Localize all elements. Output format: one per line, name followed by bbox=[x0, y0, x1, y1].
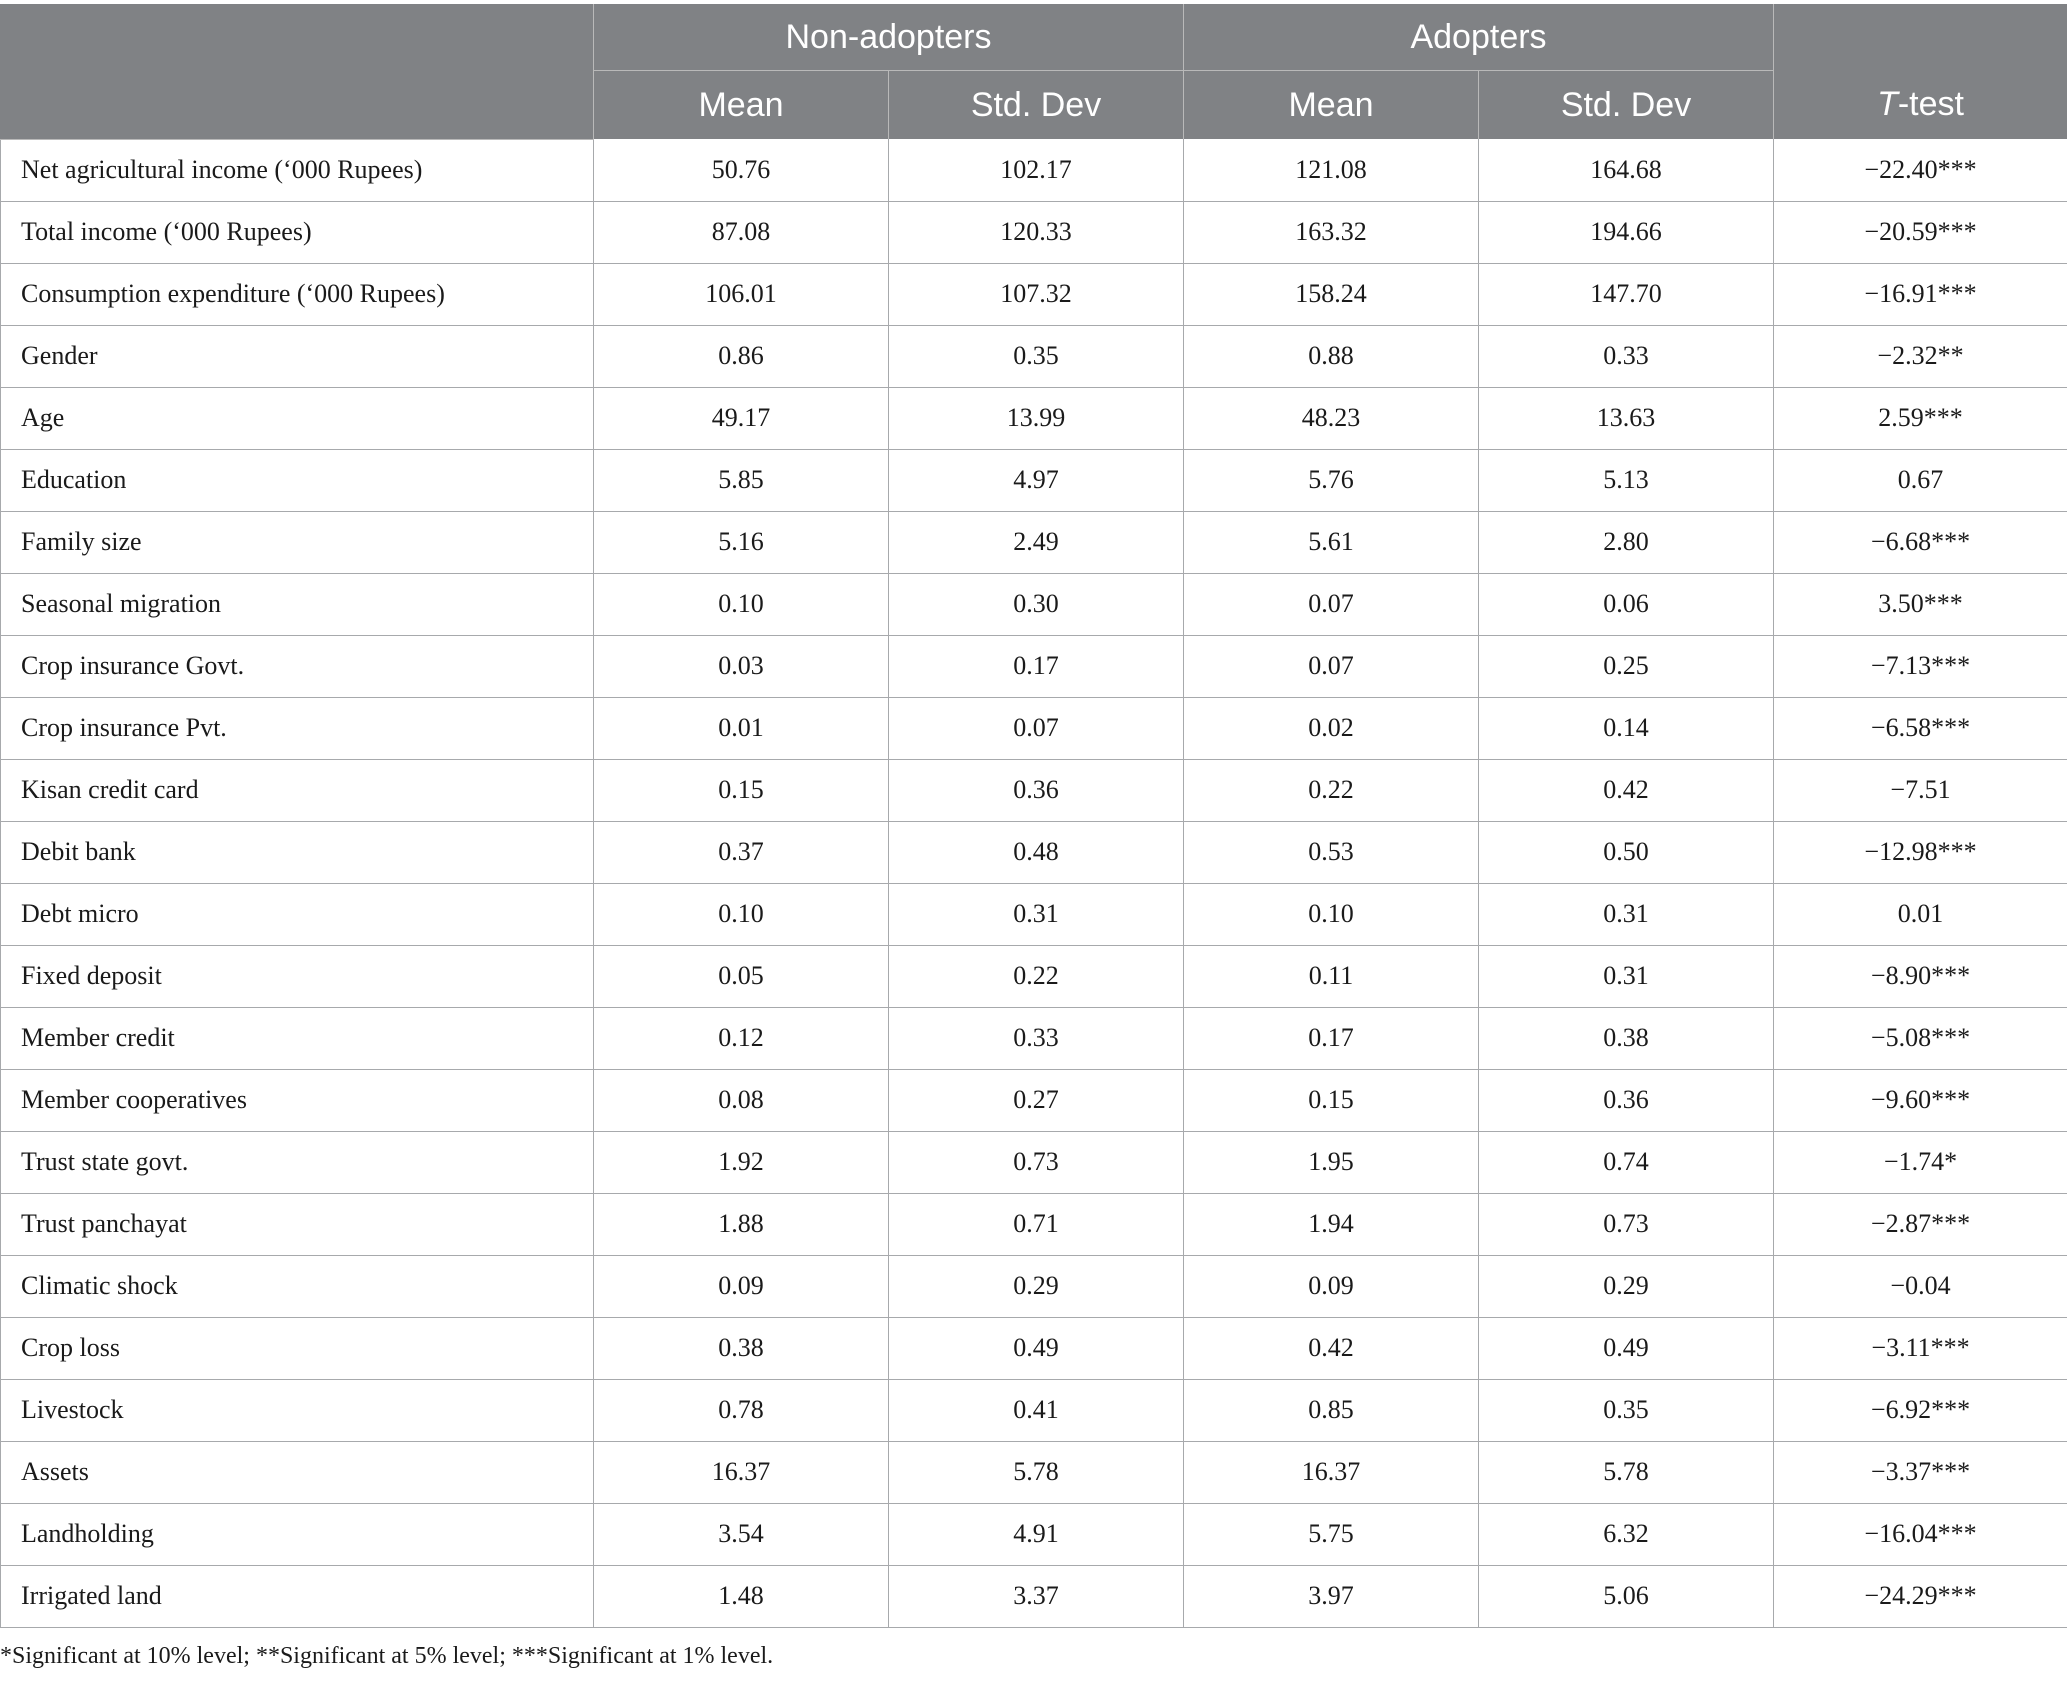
descriptive-stats-table bbox=[0, 4, 2067, 1628]
ttest-cell: −24.29*** bbox=[1774, 1565, 2067, 1627]
ttest-cell: −3.37*** bbox=[1774, 1441, 2067, 1503]
row-label: Total income (‘000 Rupees) bbox=[1, 201, 594, 263]
adopters-sd-cell: 2.80 bbox=[1479, 511, 1774, 573]
non-adopters-mean-cell: 0.38 bbox=[594, 1317, 889, 1379]
ttest-cell: −7.13*** bbox=[1774, 635, 2067, 697]
adopters-mean-cell: 5.76 bbox=[1184, 449, 1479, 511]
adopters-mean-cell: 0.42 bbox=[1184, 1317, 1479, 1379]
non-adopters-mean-cell: 106.01 bbox=[594, 263, 889, 325]
non-adopters-mean-cell: 1.48 bbox=[594, 1565, 889, 1627]
adopters-mean-cell: 0.09 bbox=[1184, 1255, 1479, 1317]
table-row bbox=[1, 697, 2067, 759]
table-container bbox=[0, 4, 2067, 1628]
header-ttest-rest: -test bbox=[1897, 85, 1964, 124]
row-label: Irrigated land bbox=[1, 1565, 594, 1627]
table-row bbox=[1, 573, 2067, 635]
adopters-sd-cell: 6.32 bbox=[1479, 1503, 1774, 1565]
non-adopters-mean-cell: 0.10 bbox=[594, 883, 889, 945]
ttest-cell: −5.08*** bbox=[1774, 1007, 2067, 1069]
row-label: Crop insurance Pvt. bbox=[1, 697, 594, 759]
adopters-sd-cell: 0.31 bbox=[1479, 945, 1774, 1007]
table-row bbox=[1, 139, 2067, 201]
adopters-mean-cell: 5.61 bbox=[1184, 511, 1479, 573]
row-label: Seasonal migration bbox=[1, 573, 594, 635]
non-adopters-mean-cell: 0.08 bbox=[594, 1069, 889, 1131]
non-adopters-sd-cell: 0.27 bbox=[889, 1069, 1184, 1131]
non-adopters-mean-cell: 50.76 bbox=[594, 139, 889, 201]
adopters-mean-cell: 0.88 bbox=[1184, 325, 1479, 387]
adopters-sd-cell: 0.31 bbox=[1479, 883, 1774, 945]
non-adopters-mean-cell: 3.54 bbox=[594, 1503, 889, 1565]
ttest-cell: 2.59*** bbox=[1774, 387, 2067, 449]
row-label: Debt micro bbox=[1, 883, 594, 945]
row-label: Net agricultural income (‘000 Rupees) bbox=[1, 139, 594, 201]
ttest-cell: 0.01 bbox=[1774, 883, 2067, 945]
adopters-mean-cell: 48.23 bbox=[1184, 387, 1479, 449]
row-label: Crop loss bbox=[1, 1317, 594, 1379]
header-adopters-sd: Std. Dev bbox=[1479, 71, 1774, 140]
table-row bbox=[1, 201, 2067, 263]
table-row bbox=[1, 635, 2067, 697]
row-label: Gender bbox=[1, 325, 594, 387]
ttest-cell: 0.67 bbox=[1774, 449, 2067, 511]
header-group-non-adopters: Non-adopters bbox=[594, 4, 1184, 71]
non-adopters-sd-cell: 13.99 bbox=[889, 387, 1184, 449]
adopters-sd-cell: 0.35 bbox=[1479, 1379, 1774, 1441]
adopters-mean-cell: 0.17 bbox=[1184, 1007, 1479, 1069]
row-label: Trust state govt. bbox=[1, 1131, 594, 1193]
non-adopters-mean-cell: 0.86 bbox=[594, 325, 889, 387]
adopters-sd-cell: 147.70 bbox=[1479, 263, 1774, 325]
adopters-sd-cell: 0.73 bbox=[1479, 1193, 1774, 1255]
adopters-mean-cell: 0.53 bbox=[1184, 821, 1479, 883]
table-row bbox=[1, 1069, 2067, 1131]
ttest-cell: −3.11*** bbox=[1774, 1317, 2067, 1379]
non-adopters-sd-cell: 2.49 bbox=[889, 511, 1184, 573]
adopters-sd-cell: 0.36 bbox=[1479, 1069, 1774, 1131]
row-label: Trust panchayat bbox=[1, 1193, 594, 1255]
adopters-mean-cell: 1.95 bbox=[1184, 1131, 1479, 1193]
non-adopters-sd-cell: 107.32 bbox=[889, 263, 1184, 325]
ttest-cell: −2.87*** bbox=[1774, 1193, 2067, 1255]
non-adopters-mean-cell: 5.85 bbox=[594, 449, 889, 511]
non-adopters-sd-cell: 0.30 bbox=[889, 573, 1184, 635]
adopters-mean-cell: 0.11 bbox=[1184, 945, 1479, 1007]
adopters-mean-cell: 5.75 bbox=[1184, 1503, 1479, 1565]
adopters-mean-cell: 0.22 bbox=[1184, 759, 1479, 821]
table-header bbox=[1, 4, 2067, 139]
table-row bbox=[1, 759, 2067, 821]
ttest-cell: −12.98*** bbox=[1774, 821, 2067, 883]
non-adopters-sd-cell: 0.71 bbox=[889, 1193, 1184, 1255]
table-row bbox=[1, 449, 2067, 511]
adopters-sd-cell: 0.33 bbox=[1479, 325, 1774, 387]
adopters-mean-cell: 0.15 bbox=[1184, 1069, 1479, 1131]
non-adopters-sd-cell: 3.37 bbox=[889, 1565, 1184, 1627]
non-adopters-sd-cell: 0.29 bbox=[889, 1255, 1184, 1317]
row-label: Landholding bbox=[1, 1503, 594, 1565]
header-ttest-italic: T bbox=[1877, 85, 1898, 124]
table-row bbox=[1, 1131, 2067, 1193]
table-row bbox=[1, 1503, 2067, 1565]
header-ttest bbox=[1774, 71, 2067, 140]
ttest-cell: −16.91*** bbox=[1774, 263, 2067, 325]
row-label: Family size bbox=[1, 511, 594, 573]
header-adopters-mean: Mean bbox=[1184, 71, 1479, 140]
adopters-sd-cell: 0.50 bbox=[1479, 821, 1774, 883]
adopters-sd-cell: 5.13 bbox=[1479, 449, 1774, 511]
table-body bbox=[1, 139, 2067, 1627]
non-adopters-mean-cell: 0.15 bbox=[594, 759, 889, 821]
row-label: Member cooperatives bbox=[1, 1069, 594, 1131]
non-adopters-mean-cell: 16.37 bbox=[594, 1441, 889, 1503]
row-label: Kisan credit card bbox=[1, 759, 594, 821]
non-adopters-mean-cell: 1.88 bbox=[594, 1193, 889, 1255]
adopters-sd-cell: 0.06 bbox=[1479, 573, 1774, 635]
non-adopters-sd-cell: 0.33 bbox=[889, 1007, 1184, 1069]
table-row bbox=[1, 1193, 2067, 1255]
adopters-sd-cell: 0.49 bbox=[1479, 1317, 1774, 1379]
non-adopters-mean-cell: 0.03 bbox=[594, 635, 889, 697]
table-row bbox=[1, 945, 2067, 1007]
adopters-sd-cell: 0.29 bbox=[1479, 1255, 1774, 1317]
header-group-adopters: Adopters bbox=[1184, 4, 1774, 71]
non-adopters-sd-cell: 0.31 bbox=[889, 883, 1184, 945]
header-non-adopters-sd: Std. Dev bbox=[889, 71, 1184, 140]
non-adopters-sd-cell: 0.49 bbox=[889, 1317, 1184, 1379]
adopters-sd-cell: 0.25 bbox=[1479, 635, 1774, 697]
row-label: Education bbox=[1, 449, 594, 511]
adopters-sd-cell: 0.42 bbox=[1479, 759, 1774, 821]
header-blank-ttest-top bbox=[1774, 4, 2067, 71]
adopters-mean-cell: 163.32 bbox=[1184, 201, 1479, 263]
non-adopters-sd-cell: 4.91 bbox=[889, 1503, 1184, 1565]
adopters-sd-cell: 164.68 bbox=[1479, 139, 1774, 201]
header-non-adopters-mean: Mean bbox=[594, 71, 889, 140]
table-row bbox=[1, 263, 2067, 325]
non-adopters-sd-cell: 0.73 bbox=[889, 1131, 1184, 1193]
adopters-mean-cell: 3.97 bbox=[1184, 1565, 1479, 1627]
row-label: Climatic shock bbox=[1, 1255, 594, 1317]
row-label: Debit bank bbox=[1, 821, 594, 883]
adopters-mean-cell: 158.24 bbox=[1184, 263, 1479, 325]
adopters-sd-cell: 0.14 bbox=[1479, 697, 1774, 759]
ttest-cell: −6.92*** bbox=[1774, 1379, 2067, 1441]
row-label: Consumption expenditure (‘000 Rupees) bbox=[1, 263, 594, 325]
adopters-mean-cell: 0.85 bbox=[1184, 1379, 1479, 1441]
ttest-cell: −22.40*** bbox=[1774, 139, 2067, 201]
non-adopters-sd-cell: 5.78 bbox=[889, 1441, 1184, 1503]
non-adopters-sd-cell: 4.97 bbox=[889, 449, 1184, 511]
non-adopters-mean-cell: 49.17 bbox=[594, 387, 889, 449]
ttest-cell: −20.59*** bbox=[1774, 201, 2067, 263]
adopters-sd-cell: 194.66 bbox=[1479, 201, 1774, 263]
adopters-sd-cell: 13.63 bbox=[1479, 387, 1774, 449]
ttest-cell: −9.60*** bbox=[1774, 1069, 2067, 1131]
header-blank-cell bbox=[1, 4, 594, 139]
adopters-sd-cell: 5.78 bbox=[1479, 1441, 1774, 1503]
adopters-sd-cell: 0.74 bbox=[1479, 1131, 1774, 1193]
non-adopters-mean-cell: 0.37 bbox=[594, 821, 889, 883]
non-adopters-sd-cell: 0.17 bbox=[889, 635, 1184, 697]
adopters-mean-cell: 0.02 bbox=[1184, 697, 1479, 759]
table-row bbox=[1, 1255, 2067, 1317]
adopters-mean-cell: 0.07 bbox=[1184, 573, 1479, 635]
table-row bbox=[1, 1441, 2067, 1503]
table-row bbox=[1, 821, 2067, 883]
adopters-mean-cell: 0.07 bbox=[1184, 635, 1479, 697]
non-adopters-mean-cell: 87.08 bbox=[594, 201, 889, 263]
row-label: Age bbox=[1, 387, 594, 449]
non-adopters-sd-cell: 102.17 bbox=[889, 139, 1184, 201]
non-adopters-sd-cell: 0.36 bbox=[889, 759, 1184, 821]
adopters-sd-cell: 0.38 bbox=[1479, 1007, 1774, 1069]
non-adopters-sd-cell: 0.35 bbox=[889, 325, 1184, 387]
table-row bbox=[1, 387, 2067, 449]
table-row bbox=[1, 1317, 2067, 1379]
ttest-cell: −8.90*** bbox=[1774, 945, 2067, 1007]
non-adopters-sd-cell: 120.33 bbox=[889, 201, 1184, 263]
non-adopters-mean-cell: 1.92 bbox=[594, 1131, 889, 1193]
table-row bbox=[1, 1565, 2067, 1627]
row-label: Member credit bbox=[1, 1007, 594, 1069]
row-label: Assets bbox=[1, 1441, 594, 1503]
row-label: Livestock bbox=[1, 1379, 594, 1441]
non-adopters-mean-cell: 5.16 bbox=[594, 511, 889, 573]
non-adopters-mean-cell: 0.12 bbox=[594, 1007, 889, 1069]
ttest-cell: 3.50*** bbox=[1774, 573, 2067, 635]
adopters-mean-cell: 121.08 bbox=[1184, 139, 1479, 201]
ttest-cell: −6.58*** bbox=[1774, 697, 2067, 759]
non-adopters-mean-cell: 0.78 bbox=[594, 1379, 889, 1441]
non-adopters-mean-cell: 0.01 bbox=[594, 697, 889, 759]
table-footnote: *Significant at 10% level; **Significant at 5% level; ***Significant at 1% level. bbox=[0, 1643, 774, 1669]
row-label: Fixed deposit bbox=[1, 945, 594, 1007]
adopters-mean-cell: 0.10 bbox=[1184, 883, 1479, 945]
ttest-cell: −16.04*** bbox=[1774, 1503, 2067, 1565]
ttest-cell: −0.04 bbox=[1774, 1255, 2067, 1317]
ttest-cell: −7.51 bbox=[1774, 759, 2067, 821]
non-adopters-mean-cell: 0.05 bbox=[594, 945, 889, 1007]
table-row bbox=[1, 1007, 2067, 1069]
adopters-sd-cell: 5.06 bbox=[1479, 1565, 1774, 1627]
non-adopters-sd-cell: 0.48 bbox=[889, 821, 1184, 883]
non-adopters-sd-cell: 0.41 bbox=[889, 1379, 1184, 1441]
ttest-cell: −1.74* bbox=[1774, 1131, 2067, 1193]
adopters-mean-cell: 1.94 bbox=[1184, 1193, 1479, 1255]
row-label: Crop insurance Govt. bbox=[1, 635, 594, 697]
non-adopters-sd-cell: 0.07 bbox=[889, 697, 1184, 759]
ttest-cell: −6.68*** bbox=[1774, 511, 2067, 573]
table-row bbox=[1, 325, 2067, 387]
table-row bbox=[1, 883, 2067, 945]
adopters-mean-cell: 16.37 bbox=[1184, 1441, 1479, 1503]
table-row bbox=[1, 1379, 2067, 1441]
non-adopters-mean-cell: 0.10 bbox=[594, 573, 889, 635]
table-row bbox=[1, 511, 2067, 573]
non-adopters-mean-cell: 0.09 bbox=[594, 1255, 889, 1317]
ttest-cell: −2.32** bbox=[1774, 325, 2067, 387]
non-adopters-sd-cell: 0.22 bbox=[889, 945, 1184, 1007]
